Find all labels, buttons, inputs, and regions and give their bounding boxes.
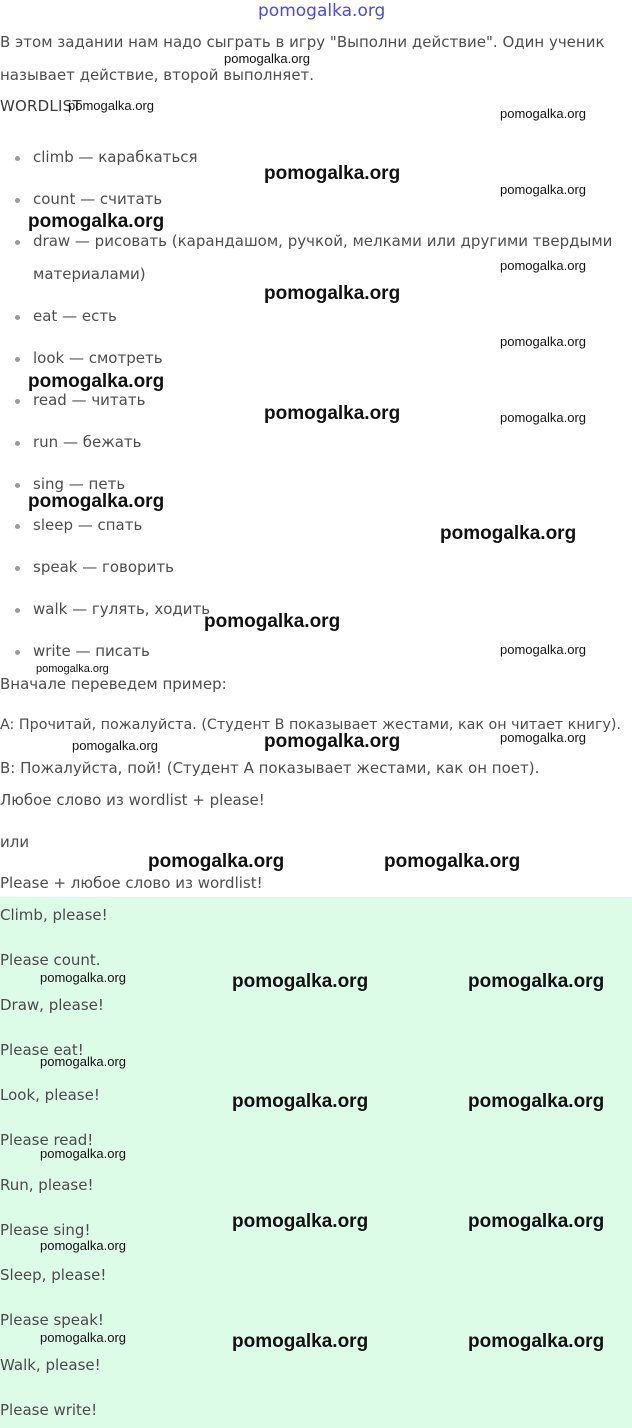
list-item-text: sing — петь — [33, 475, 126, 493]
intro-paragraph: В этом задании нам надо сыграть в игру "Выполни действие". Один ученик называет действие, второй выполняет. — [0, 33, 605, 84]
watermark: pomogalka.org — [468, 1211, 605, 1232]
bullet-icon — [15, 566, 20, 571]
watermark: pomogalka.org — [264, 163, 401, 184]
list-item-text: sleep — спать — [33, 516, 143, 534]
watermark: pomogalka.org — [72, 738, 158, 753]
bullet-icon — [15, 198, 20, 203]
list-item-text: walk — гулять, ходить — [33, 600, 211, 618]
watermark: pomogalka.org — [468, 1091, 605, 1112]
rule-line-2: Please + любое слово из wordlist! — [0, 874, 263, 892]
watermark: pomogalka.org — [232, 1211, 369, 1232]
wordlist-heading: WORDLIST — [0, 97, 82, 115]
watermark: pomogalka.org — [468, 971, 605, 992]
watermark: pomogalka.org — [500, 106, 586, 121]
watermark: pomogalka.org — [500, 334, 586, 349]
watermark: pomogalka.org — [40, 1146, 126, 1161]
bullet-icon — [15, 650, 20, 655]
bullet-icon — [15, 315, 20, 320]
watermark: pomogalka.org — [500, 258, 586, 273]
list-item-text: speak — говорить — [33, 558, 174, 576]
watermark: pomogalka.org — [232, 971, 369, 992]
bullet-icon — [15, 399, 20, 404]
watermark: pomogalka.org — [500, 642, 586, 657]
watermark: pomogalka.org — [440, 523, 577, 544]
answer-line: Please sing! — [0, 1221, 91, 1239]
list-item-text: read — читать — [33, 391, 146, 409]
answer-line: Please write! — [0, 1401, 98, 1419]
watermark: pomogalka.org — [468, 1331, 605, 1352]
list-item-text: run — бежать — [33, 433, 142, 451]
bullet-icon — [15, 240, 20, 245]
list-item-text: материалами) — [33, 265, 146, 283]
watermark: pomogalka.org — [384, 851, 521, 872]
list-item-text: look — смотреть — [33, 349, 163, 367]
answer-line: Walk, please! — [0, 1356, 101, 1374]
answer-line: Draw, please! — [0, 996, 104, 1014]
list-item-text: write — писать — [33, 642, 150, 660]
answer-line: Please count. — [0, 951, 101, 969]
watermark: pomogalka.org — [28, 371, 165, 392]
answer-line: Run, please! — [0, 1176, 94, 1194]
answer-line: Please speak! — [0, 1311, 104, 1329]
watermark: pomogalka.org — [36, 663, 109, 675]
answer-line: Please read! — [0, 1131, 94, 1149]
watermark: pomogalka.org — [68, 98, 154, 113]
bullet-icon — [15, 483, 20, 488]
example-intro: Вначале переведем пример: — [0, 675, 227, 693]
answer-line: Please eat! — [0, 1041, 84, 1059]
watermark: pomogalka.org — [40, 1330, 126, 1345]
watermark: pomogalka.org — [232, 1091, 369, 1112]
watermark: pomogalka.org — [148, 851, 285, 872]
bullet-icon — [15, 441, 20, 446]
rule-line-1: Любое слово из wordlist + please! — [0, 791, 265, 809]
bullet-icon — [15, 357, 20, 362]
watermark: pomogalka.org — [500, 730, 586, 745]
watermark: pomogalka.org — [28, 491, 165, 512]
watermark: pomogalka.org — [28, 211, 165, 232]
watermark: pomogalka.org — [40, 1238, 126, 1253]
watermark: pomogalka.org — [500, 182, 586, 197]
bullet-icon — [15, 524, 20, 529]
watermark: pomogalka.org — [204, 611, 341, 632]
example-line-a: A: Прочитай, пожалуйста. (Студент B показывает жестами, как он читает книгу). — [0, 717, 622, 733]
watermark: pomogalka.org — [232, 1331, 369, 1352]
list-item-text: climb — карабкаться — [33, 148, 198, 166]
answer-line: Sleep, please! — [0, 1266, 107, 1284]
list-item-text: eat — есть — [33, 307, 117, 325]
list-item-text: count — считать — [33, 190, 163, 208]
watermark: pomogalka.org — [224, 51, 310, 66]
watermark: pomogalka.org — [40, 970, 126, 985]
bullet-icon — [15, 608, 20, 613]
answer-line: Look, please! — [0, 1086, 100, 1104]
watermark: pomogalka.org — [264, 403, 401, 424]
bullet-icon — [15, 156, 20, 161]
answer-line: Climb, please! — [0, 906, 108, 924]
list-item-text: draw — рисовать (карандашом, ручкой, мелками или другими твердыми — [33, 232, 613, 250]
site-link[interactable]: pomogalka.org — [258, 1, 386, 21]
watermark: pomogalka.org — [264, 283, 401, 304]
example-line-b: B: Пожалуйста, пой! (Студент A показывает жестами, как он поет). — [0, 759, 540, 777]
watermark: pomogalka.org — [264, 731, 401, 752]
rule-or: или — [0, 833, 30, 851]
watermark: pomogalka.org — [500, 410, 586, 425]
watermark: pomogalka.org — [40, 1054, 126, 1069]
